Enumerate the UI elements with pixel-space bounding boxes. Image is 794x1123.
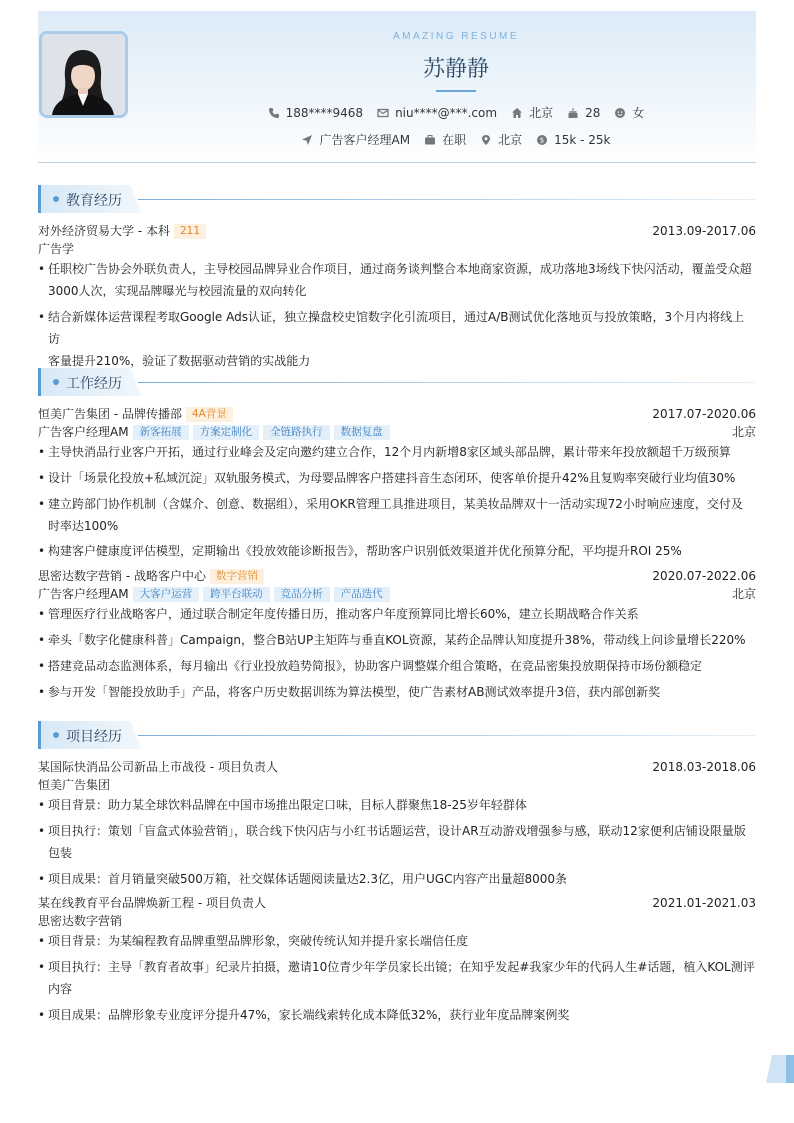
section-title: 教育经历 [66,193,122,209]
job-city: 北京 [731,425,756,439]
send-icon [301,134,313,146]
email-text: niu****@***.com [395,105,498,120]
skill-tag: 竞品分析 [274,587,330,602]
skill-tag: 方案定制化 [193,425,260,440]
bullet-text: 包装 [48,846,73,860]
job-company-text: 思密达数字营销 - 战略客户中心 [38,569,206,583]
bullet-text: 搭建竞品动态监测体系，每月输出《行业投放趋势简报》，协助客户调整媒介组合策略，在竞品密集投放期保持市场份额稳定 [48,659,703,673]
list-item: • 项目执行：策划「盲盒式体验营销」，联合线下快闪店与小红书话题运营，设计AR互动游戏增强参与感，联动12家便利店铺设限量版 包装 [38,824,746,860]
money-icon [536,134,548,146]
job-role [38,586,390,602]
job-tag: 数字营销 [210,569,264,584]
job-date: 2017.07-2020.06 [652,407,756,421]
corner-decoration-icon [766,1055,794,1083]
age-text: 28 [585,105,601,120]
skill-tag: 跨平台联动 [203,587,270,602]
gender-icon [614,107,626,119]
section-divider [138,199,756,200]
section-divider [138,382,756,383]
email-item [377,104,497,121]
edu-school-text: 对外经济贸易大学 - 本科 [38,224,170,238]
bullet-text: 内容 [48,982,73,996]
edu-tag: 211 [174,224,206,239]
bullet-text: 项目背景：为某编程教育品牌重塑品牌形象，突破传统认知并提升家长端信任度 [48,934,469,948]
list-item: • 项目背景：助力某全球饮料品牌在中国市场推出限定口味，目标人群聚焦18-25岁年轻群体 [38,794,756,816]
status-text: 在职 [442,133,467,147]
phone-icon [268,107,280,119]
bullet-text: 管理医疗行业战略客户，通过联合制定年度传播日历，推动客户年度预算同比增长60%，建立长期战略合作关系 [48,607,639,621]
list-item: • 项目背景：为某编程教育品牌重塑品牌形象，突破传统认知并提升家长端信任度 [38,930,756,952]
bullet-text: 项目成果：首月销量突破500万箱，社交媒体话题阅读量达2.3亿，用户UGC内容产出量超8000条 [48,872,567,886]
job-role [38,424,390,440]
edu-major: 广告学 [38,242,75,256]
mail-icon [377,107,389,119]
home-text: 北京 [529,106,554,120]
job-role-text: 广告客户经理AM [38,587,129,601]
project-org: 思密达数字营销 [38,914,123,928]
project-title: 某在线教育平台品牌焕新工程 - 项目负责人 [38,896,266,910]
location-pin-icon [480,134,492,146]
list-item: • 项目成果：品牌形象专业度评分提升47%，家长端线索转化成本降低32%，获行业年度品牌案例奖 [38,1004,756,1026]
phone-text: 188****9468 [285,105,364,120]
svg-text:$: $ [539,136,545,145]
position-text: 广告客户经理AM [319,133,411,147]
section-project [38,721,756,749]
skill-tag: 大客户运营 [133,587,200,602]
list-item: • 建立跨部门协作机制（含媒介、创意、数据组），采用OKR管理工具推进项目，某美妆品牌双十一活动实现72小时响应速度，交付及 时率达100% [38,497,743,533]
skill-tag: 全链路执行 [263,425,330,440]
project-org: 恒美广告集团 [38,778,111,792]
job-city: 北京 [731,587,756,601]
list-item: • 牵头「数字化健康科普」Campaign，整合B站UP主矩阵与垂直KOL资源，某药企品牌认知度提升38%，带动线上问诊量增长220% [38,629,756,651]
section-dot [53,379,59,385]
list-item: • 项目执行：主导「教育者故事」纪录片拍摄，邀请10位青少年学员家长出镜；在知乎发起#我家少年的代码人生#话题，植入KOL测评 内容 [38,960,755,996]
skill-tag: 数据复盘 [334,425,390,440]
home-item [511,104,553,121]
project-date: 2018.03-2018.06 [652,760,756,774]
job-tag: 4A背景 [186,407,233,422]
phone-item [268,104,363,121]
skill-tag: 产品迭代 [334,587,390,602]
section-title: 工作经历 [66,376,122,392]
list-item: • 项目成果：首月销量突破500万箱，社交媒体话题阅读量达2.3亿，用户UGC内容产出量超8000条 [38,868,756,890]
list-item: • 管理医疗行业战略客户，通过联合制定年度传播日历，推动客户年度预算同比增长60%，建立长期战略合作关系 [38,603,756,625]
city-text: 北京 [498,133,523,147]
salary-text: 15k - 25k [554,132,611,147]
list-item: • 参与开发「智能投放助手」产品，将客户历史数据训练为算法模型，使广告素材AB测试效率提升3倍，获内部创新奖 [38,681,756,703]
list-item: • 主导快消品行业客户开拓，通过行业峰会及定向邀约建立合作，12个月内新增8家区域头部品牌，累计带来年投放额超千万级预算 [38,441,756,463]
position-item [301,131,410,148]
list-item: • 构建客户健康度评估模型，定期输出《投放效能诊断报告》，帮助客户识别低效渠道并优化预算分配，平均提升ROI 25% [38,540,756,562]
salary-item [536,131,610,148]
name-underline [436,90,476,92]
bullet-text: 结合新媒体运营课程考取Google Ads认证，独立操盘校史馆数字化引流项目，通过A/B测试优化落地页与投放策略，3个月内将线上访 [48,310,745,346]
bullet-text: 项目背景：助力某全球饮料品牌在中国市场推出限定口味，目标人群聚焦18-25岁年轻群体 [48,798,527,812]
bullet-text: 牵头「数字化健康科普」Campaign，整合B站UP主矩阵与垂直KOL资源，某药企品牌认知度提升38%，带动线上问诊量增长220% [48,633,746,647]
section-dot [53,196,59,202]
list-item: • 任职校广告协会外联负责人，主导校园品牌异业合作项目，通过商务谈判整合本地商家资源，成功落地3场线下快闪活动，覆盖受众超 3000人次，实现品牌曝光与校园流量的双向转化 [38,262,752,298]
job-company [38,406,233,422]
bullet-text: 项目执行：主导「教育者故事」纪录片拍摄，邀请10位青少年学员家长出镜；在知乎发起#我家少年的代码人生#话题，植入KOL测评 [48,960,755,974]
contact-row [128,104,784,121]
age-item [567,104,600,121]
section-divider [138,735,756,736]
bullet-text: 主导快消品行业客户开拓，通过行业峰会及定向邀约建立合作，12个月内新增8家区域头部品牌，累计带来年投放额超千万级预算 [48,445,731,459]
job-date: 2020.07-2022.06 [652,569,756,583]
job-company [38,568,264,584]
bullet-text: 构建客户健康度评估模型，定期输出《投放效能诊断报告》，帮助客户识别低效渠道并优化预算分配，平均提升ROI 25% [48,544,682,558]
status-item [424,131,466,148]
bullet-text: 设计「场景化投放+私域沉淀」双轨服务模式，为母婴品牌客户搭建抖音生态闭环，使客单价提升42%且复购率突破行业均值30% [48,471,736,485]
edu-school [38,223,206,239]
list-item: • 设计「场景化投放+私域沉淀」双轨服务模式，为母婴品牌客户搭建抖音生态闭环，使客单价提升42%且复购率突破行业均值30% [38,467,756,489]
city-item [480,131,522,148]
bullet-text: 客量提升210%，验证了数据驱动营销的实战能力 [48,354,311,368]
list-item: • 搭建竞品动态监测体系，每月输出《行业投放趋势简报》，协助客户调整媒介组合策略，在竞品密集投放期保持市场份额稳定 [38,655,756,677]
section-title: 项目经历 [66,729,122,745]
skill-tag: 新客拓展 [133,425,189,440]
cake-icon [567,107,579,119]
resume-subtitle: AMAZING RESUME [392,31,520,42]
bullet-text: 任职校广告协会外联负责人，主导校园品牌异业合作项目，通过商务谈判整合本地商家资源，成功落地3场线下快闪活动，覆盖受众超 [48,262,752,276]
bullet-text: 项目执行：策划「盲盒式体验营销」，联合线下快闪店与小红书话题运营，设计AR互动游戏增强参与感，联动12家便利店铺设限量版 [48,824,746,838]
job-intent-row [128,131,784,148]
bullet-text: 3000人次，实现品牌曝光与校园流量的双向转化 [48,284,307,298]
bullet-text: 项目成果：品牌形象专业度评分提升47%，家长端线索转化成本降低32%，获行业年度品牌案例奖 [48,1008,570,1022]
project-title: 某国际快消品公司新品上市战役 - 项目负责人 [38,760,278,774]
job-company-text: 恒美广告集团 - 品牌传播部 [38,407,182,421]
list-item: • 结合新媒体运营课程考取Google Ads认证，独立操盘校史馆数字化引流项目，通过A/B测试优化落地页与投放策略，3个月内将线上访 客量提升210%，验证了数据驱动营销的实战能力 [38,310,745,368]
gender-item [614,104,644,121]
section-dot [53,732,59,738]
bullet-text: 建立跨部门协作机制（含媒介、创意、数据组），采用OKR管理工具推进项目，某美妆品牌双十一活动实现72小时响应速度，交付及 [48,497,743,511]
project-date: 2021.01-2021.03 [652,896,756,910]
section-education [38,185,756,213]
bullet-text: 时率达100% [48,519,119,533]
section-work [38,368,756,396]
candidate-name: 苏静静 [422,57,489,82]
gender-text: 女 [632,106,645,120]
edu-date: 2013.09-2017.06 [652,224,756,238]
home-icon [511,107,523,119]
job-role-text: 广告客户经理AM [38,425,129,439]
briefcase-icon [424,134,436,146]
bullet-text: 参与开发「智能投放助手」产品，将客户历史数据训练为算法模型，使广告素材AB测试效率提升3倍，获内部创新奖 [48,685,661,699]
